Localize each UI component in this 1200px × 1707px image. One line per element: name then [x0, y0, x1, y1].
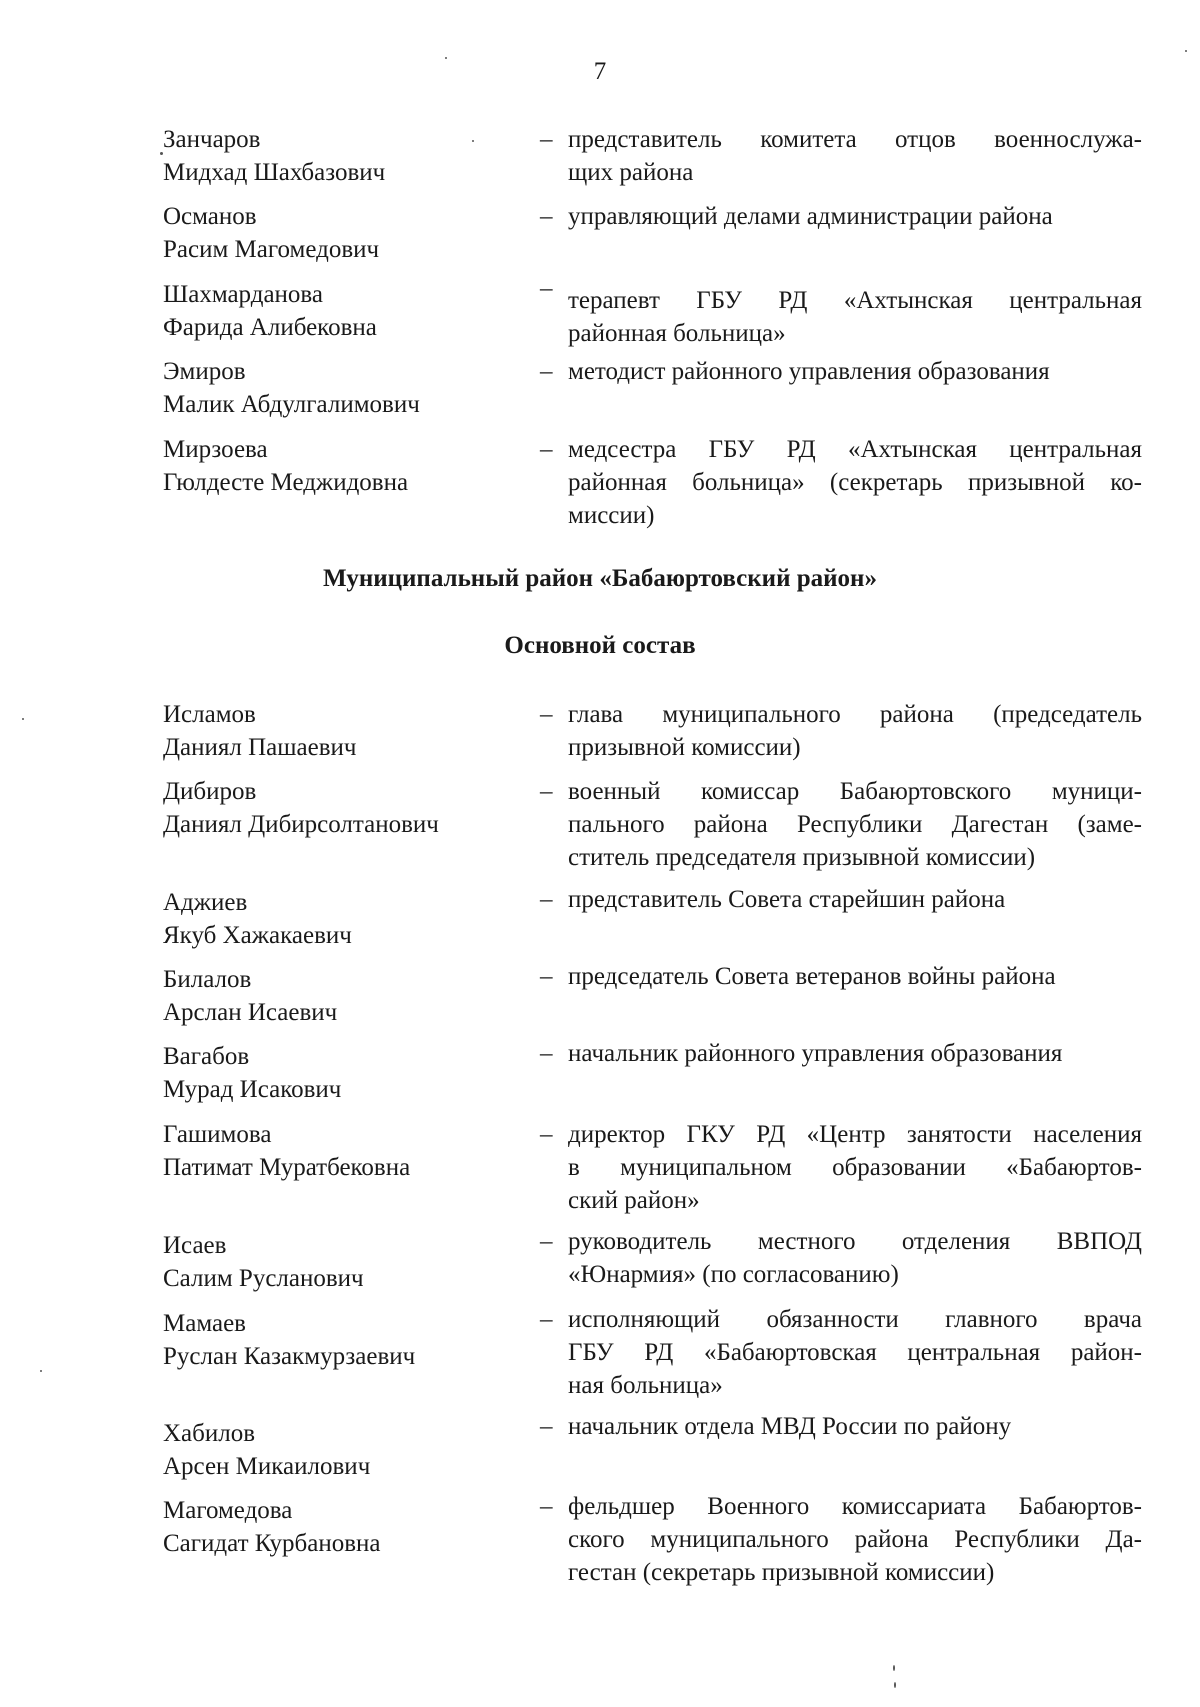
member-role	[568, 433, 1142, 532]
member-name	[163, 1040, 523, 1106]
dash-separator: –	[540, 886, 553, 913]
member-name	[163, 1229, 523, 1295]
dash-separator: –	[540, 358, 553, 385]
member-name	[163, 1118, 523, 1184]
dash-separator: –	[540, 1413, 553, 1440]
role-line: гестан (секретарь призывной комиссии)	[568, 1559, 995, 1586]
role-line: управляющий делами администрации района	[568, 203, 1053, 230]
scan-speck	[445, 57, 447, 59]
dash-separator: –	[540, 778, 553, 805]
member-surname: Билалов	[163, 966, 252, 993]
member-given-names: Малик Абдулгалимович	[163, 391, 420, 418]
dash-separator: –	[540, 1228, 553, 1255]
dash-separator: –	[540, 126, 553, 153]
role-line: щих района	[568, 159, 694, 186]
member-given-names: Якуб Хажакаевич	[163, 922, 352, 949]
page-number: 7	[593, 58, 607, 85]
role-line: районная больница»	[568, 320, 786, 347]
member-name	[163, 123, 523, 189]
role-line: ского муниципального района Республики Да-	[568, 1526, 1142, 1553]
member-given-names: Гюлдесте Меджидовна	[163, 469, 409, 496]
dash-separator: –	[540, 275, 553, 302]
role-line: методист районного управления образования	[568, 358, 1050, 385]
member-surname: Гашимова	[163, 1121, 272, 1148]
composition-heading: Основной состав	[504, 632, 696, 659]
role-line: председатель Совета ветеранов войны района	[568, 963, 1056, 990]
member-given-names: Сагидат Курбановна	[163, 1530, 381, 1557]
scan-speck	[894, 1682, 896, 1688]
member-role	[568, 200, 1142, 233]
role-line: директор ГКУ РД «Центр занятости населения	[568, 1121, 1142, 1148]
member-surname: Мирзоева	[163, 436, 268, 463]
role-line: пального района Республики Дагестан (заме-	[568, 811, 1142, 838]
member-surname: Занчаров	[163, 126, 261, 153]
dash-separator: –	[540, 1493, 553, 1520]
member-given-names: Даниял Пашаевич	[163, 734, 357, 761]
member-name	[163, 1494, 523, 1560]
member-role	[568, 1037, 1142, 1070]
role-line: «Юнармия» (по согласованию)	[568, 1261, 899, 1288]
member-given-names: Арсен Микаилович	[163, 1453, 371, 1480]
role-line: районная больница» (секретарь призывной ко-	[568, 469, 1142, 496]
member-role	[568, 123, 1142, 189]
member-name	[163, 698, 523, 764]
role-line: терапевт ГБУ РД «Ахтынская центральная	[568, 287, 1142, 314]
member-given-names: Салим Русланович	[163, 1265, 364, 1292]
member-given-names: Даниял Дибирсолтанович	[163, 811, 439, 838]
member-surname: Магомедова	[163, 1497, 293, 1524]
role-line: начальник отдела МВД России по району	[568, 1413, 1012, 1440]
member-role	[568, 1225, 1142, 1291]
member-given-names: Расим Магомедович	[163, 236, 380, 263]
role-line: миссии)	[568, 502, 655, 529]
member-name	[163, 200, 523, 266]
scan-speck	[40, 1370, 42, 1372]
member-given-names: Руслан Казакмурзаевич	[163, 1343, 416, 1370]
dash-separator: –	[540, 1306, 553, 1333]
dash-separator: –	[540, 1040, 553, 1067]
member-surname: Эмиров	[163, 358, 246, 385]
role-line: глава муниципального района (председатель	[568, 701, 1142, 728]
member-role	[568, 1490, 1142, 1589]
scan-speck	[1185, 50, 1187, 52]
member-surname: Мамаев	[163, 1310, 246, 1337]
district-heading: Муниципальный район «Бабаюртовский район»	[323, 565, 877, 592]
role-line: представитель Совета старейшин района	[568, 886, 1006, 913]
member-given-names: Мурад Исакович	[163, 1076, 342, 1103]
member-role	[568, 284, 1142, 350]
role-line: исполняющий обязанности главного врача	[568, 1306, 1142, 1333]
role-line: представитель комитета отцов военнослужа-	[568, 126, 1142, 153]
member-surname: Исаев	[163, 1232, 227, 1259]
member-name	[163, 1307, 523, 1373]
member-role	[568, 883, 1142, 916]
dash-separator: –	[540, 701, 553, 728]
role-line: фельдшер Военного комиссариата Бабаюртов-	[568, 1493, 1142, 1520]
member-name	[163, 433, 523, 499]
member-given-names: Мидхад Шахбазович	[163, 159, 386, 186]
member-surname: Дибиров	[163, 778, 257, 805]
scan-speck	[472, 140, 474, 142]
member-role	[568, 775, 1142, 874]
member-name	[163, 278, 523, 344]
role-line: ная больница»	[568, 1372, 723, 1399]
member-name	[163, 355, 523, 421]
role-line: призывной комиссии)	[568, 734, 801, 761]
role-line: начальник районного управления образования	[568, 1040, 1063, 1067]
role-line: медсестра ГБУ РД «Ахтынская центральная	[568, 436, 1142, 463]
member-role	[568, 1303, 1142, 1402]
member-role	[568, 1410, 1142, 1443]
dash-separator: –	[540, 1121, 553, 1148]
member-name	[163, 963, 523, 1029]
member-surname: Исламов	[163, 701, 256, 728]
member-name	[163, 775, 523, 841]
role-line: военный комиссар Бабаюртовского муници-	[568, 778, 1142, 805]
member-surname: Хабилов	[163, 1420, 256, 1447]
member-given-names: Фарида Алибековна	[163, 314, 377, 341]
member-given-names: Патимат Муратбековна	[163, 1154, 411, 1181]
role-line: в муниципальном образовании «Бабаюртов-	[568, 1154, 1142, 1181]
role-line: ститель председателя призывной комиссии)	[568, 844, 1036, 871]
member-given-names: Арслан Исаевич	[163, 999, 338, 1026]
role-line: ский район»	[568, 1187, 700, 1214]
member-surname: Аджиев	[163, 889, 248, 916]
scan-speck	[22, 718, 24, 720]
scan-speck	[160, 152, 163, 155]
role-line: ГБУ РД «Бабаюртовская центральная район-	[568, 1339, 1142, 1366]
member-surname: Вагабов	[163, 1043, 250, 1070]
member-role	[568, 698, 1142, 764]
dash-separator: –	[540, 203, 553, 230]
dash-separator: –	[540, 436, 553, 463]
member-name	[163, 1417, 523, 1483]
member-surname: Шахмарданова	[163, 281, 323, 308]
member-role	[568, 355, 1142, 388]
member-role	[568, 960, 1142, 993]
scan-speck	[893, 1665, 895, 1671]
member-surname: Османов	[163, 203, 257, 230]
role-line: руководитель местного отделения ВВПОД	[568, 1228, 1142, 1255]
dash-separator: –	[540, 963, 553, 990]
member-role	[568, 1118, 1142, 1217]
member-name	[163, 886, 523, 952]
